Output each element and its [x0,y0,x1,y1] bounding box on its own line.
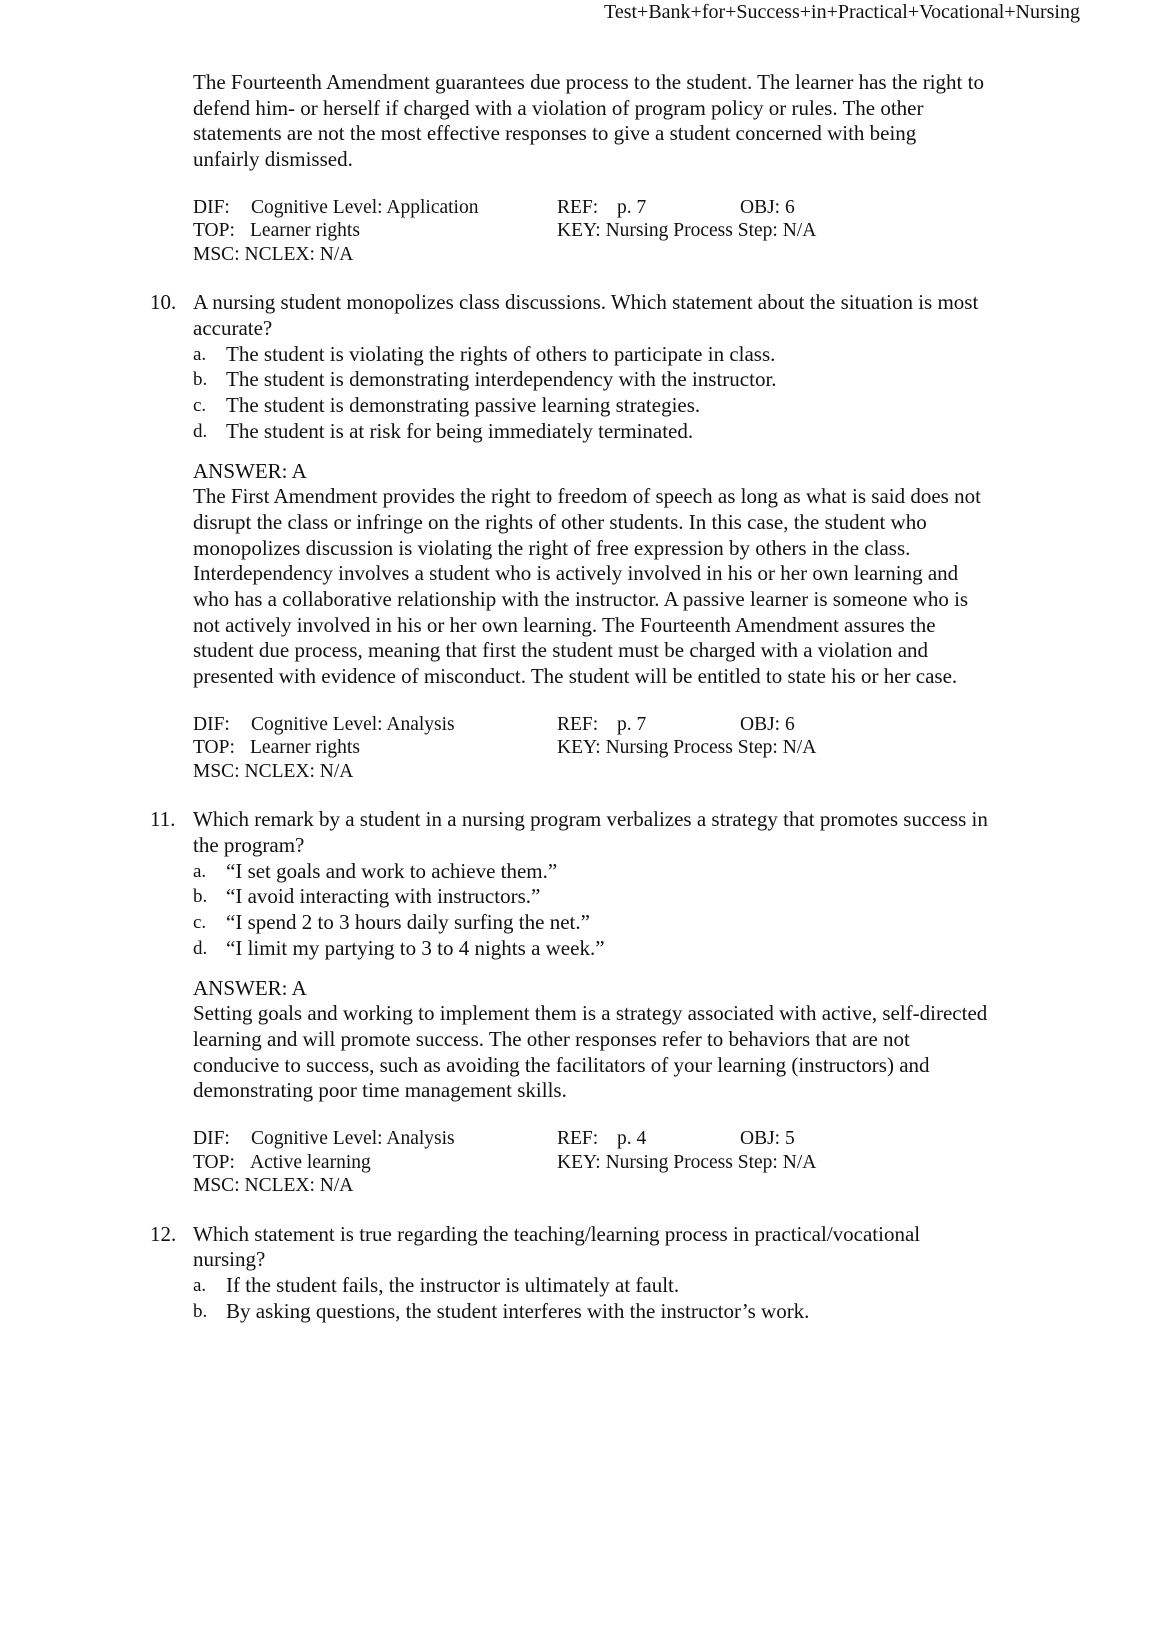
option-letter: b. [193,369,208,391]
option-text: “I avoid interacting with instructors.” [226,884,541,909]
answer-option [0,884,1159,910]
meta-dif: Cognitive Level: Analysis [251,1128,455,1150]
answer-option [0,859,1159,885]
meta-dif-label: DIF: [193,196,230,218]
meta-key: KEY: Nursing Process Step: N/A [557,737,817,759]
question-number: 10. [150,290,177,315]
rationale-line: defend him- or herself if charged with a violation of program policy or rules. The other [193,95,924,120]
question-item [0,807,1159,1197]
meta-obj: OBJ: 6 [740,713,795,735]
document-header: Test+Bank+for+Success+in+Practical+Vocational+Nursing [604,1,1080,23]
question-metadata [0,1127,1159,1198]
document-body [0,70,1159,1324]
answer-option [0,910,1159,936]
option-letter: c. [193,912,207,934]
meta-ref-label: REF: [557,1128,599,1150]
answer-option [0,342,1159,368]
meta-ref-label: REF: [557,713,599,735]
option-text: By asking questions, the student interferes with the instructor’s work. [226,1298,810,1323]
meta-top-label: TOP: [193,220,235,242]
question-metadata [0,196,1159,267]
answer-label: ANSWER: A [193,975,307,1000]
rationale-line: learning and will promote success. The other responses refer to behaviors that are not [193,1026,910,1051]
rationale-line: presented with evidence of misconduct. The student will be entitled to state his or her case. [193,664,958,689]
rationale-line: student due process, meaning that first the student must be charged with a violation and [193,638,929,663]
meta-msc: MSC: NCLEX: N/A [193,243,354,265]
question-stem-line: the program? [193,833,305,858]
question-stem-line: Which remark by a student in a nursing program verbalizes a strategy that promotes success in [193,807,988,832]
rationale [0,484,1159,690]
answer-option [0,367,1159,393]
option-letter: d. [193,937,208,959]
rationale-line: statements are not the most effective responses to give a student concerned with being [193,121,917,146]
meta-dif: Cognitive Level: Application [251,196,479,218]
rationale [0,70,1159,173]
answer-label: ANSWER: A [193,458,307,483]
question-number: 12. [150,1221,177,1246]
rationale-line: The Fourteenth Amendment guarantees due process to the student. The learner has the right to [193,70,984,94]
option-text: The student is demonstrating passive learning strategies. [226,393,701,418]
meta-top-label: TOP: [193,1151,235,1173]
option-letter: a. [193,1275,207,1296]
answer-key [0,459,1159,485]
meta-top: Learner rights [250,220,360,242]
option-text: The student is demonstrating interdependency with the instructor. [226,367,777,392]
question-metadata [0,713,1159,784]
meta-ref-label: REF: [557,196,599,218]
question-stem-line: accurate? [193,316,273,341]
option-letter: b. [193,1300,208,1322]
option-letter: d. [193,420,208,442]
rationale-line: Setting goals and working to implement them is a strategy associated with active, self-directed [193,1001,988,1026]
option-text: “I limit my partying to 3 to 4 nights a week.” [226,935,605,960]
meta-top-label: TOP: [193,737,235,759]
question-item [0,290,1159,783]
meta-msc: MSC: NCLEX: N/A [193,1175,354,1197]
answer-key [0,976,1159,1002]
meta-dif-label: DIF: [193,713,230,735]
rationale-line: who has a collaborative relationship with the instructor. A passive learner is someone who is [193,587,969,612]
rationale-line: monopolizes discussion is violating the right of free expression by others in the class. [193,535,911,560]
answer-option [0,1299,1159,1325]
rationale-line: not actively involved in his or her own learning. The Fourteenth Amendment assures the [193,612,936,637]
question-stem-line: A nursing student monopolizes class discussions. Which statement about the situation is most [193,290,979,315]
meta-top: Learner rights [250,737,360,759]
option-text: If the student fails, the instructor is ultimately at fault. [226,1273,680,1297]
option-text: “I set goals and work to achieve them.” [226,858,558,883]
option-letter: b. [193,886,208,908]
answer-option [0,1273,1159,1299]
rationale-line: conducive to success, such as avoiding the facilitators of your learning (instructors) and [193,1052,930,1077]
question-stem-line: nursing? [193,1247,266,1272]
rationale-line: Interdependency involves a student who is actively involved in his or her own learning and [193,561,959,586]
meta-msc: MSC: NCLEX: N/A [193,760,354,782]
rationale-line: unfairly dismissed. [193,147,353,172]
meta-key: KEY: Nursing Process Step: N/A [557,220,817,242]
rationale-line: demonstrating poor time management skills. [193,1078,567,1103]
question-item [0,1222,1159,1325]
meta-top: Active learning [250,1151,371,1173]
meta-ref: p. 4 [617,1128,647,1150]
meta-obj: OBJ: 5 [740,1128,795,1150]
rationale [0,1001,1159,1104]
rationale-line: disrupt the class or infringe on the rights of other students. In this case, the student who [193,509,927,534]
option-letter: a. [193,860,207,882]
option-text: The student is at risk for being immediately terminated. [226,418,694,443]
meta-obj: OBJ: 6 [740,196,795,218]
question-stem [0,807,1159,858]
rationale-line: The First Amendment provides the right to freedom of speech as long as what is said does not [193,484,981,509]
answer-option [0,936,1159,962]
meta-key: KEY: Nursing Process Step: N/A [557,1151,817,1173]
option-letter: a. [193,343,207,365]
meta-ref: p. 7 [617,196,647,218]
answer-option [0,419,1159,445]
meta-dif: Cognitive Level: Analysis [251,713,455,735]
meta-ref: p. 7 [617,713,647,735]
option-letter: c. [193,395,207,417]
option-text: “I spend 2 to 3 hours daily surfing the net.” [226,910,590,935]
question-stem [0,290,1159,341]
meta-dif-label: DIF: [193,1128,230,1150]
question-number: 11. [150,807,176,832]
question-stem-line: Which statement is true regarding the teaching/learning process in practical/vocational [193,1221,921,1246]
question-stem [0,1222,1159,1273]
option-text: The student is violating the rights of others to participate in class. [226,341,776,366]
answer-option [0,393,1159,419]
